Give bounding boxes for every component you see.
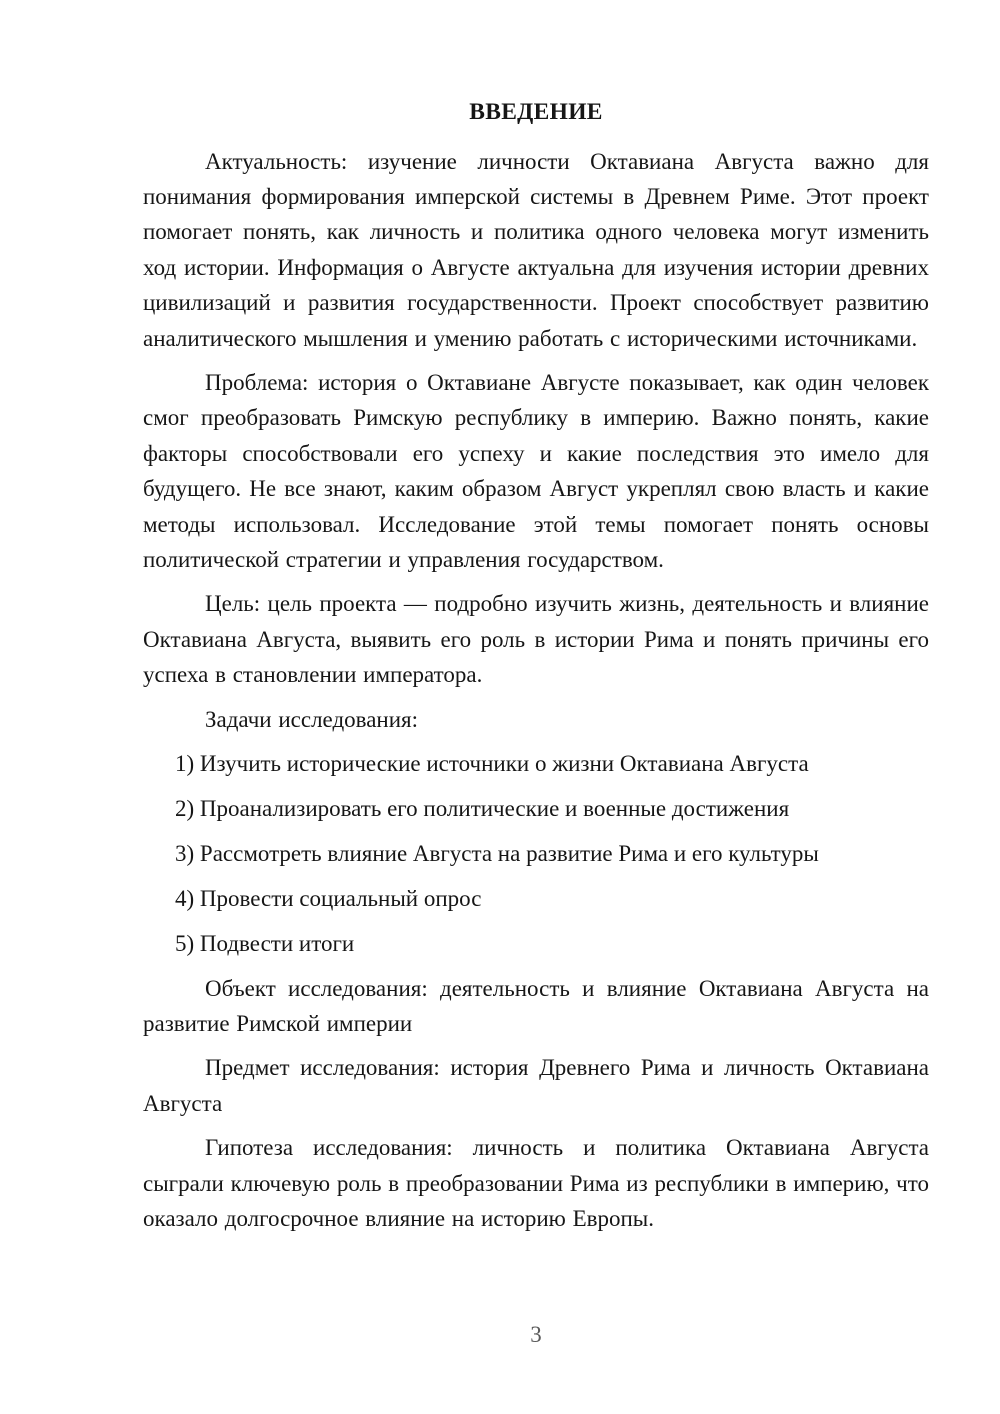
task-item-1: 1) Изучить исторические источники о жизни Октавиана Августа: [175, 751, 809, 776]
paragraph-subject: Предмет исследования: история Древнего Рима и личность Октавиана Августа: [143, 1055, 929, 1116]
paragraph-goal: Цель: цель проекта — подробно изучить жизнь, деятельность и влияние Октавиана Августа, выявить его роль в истории Рима и понять причины его успеха в становлении императора.: [143, 591, 929, 688]
paragraph-hypothesis: Гипотеза исследования: личность и политика Октавиана Августа сыграли ключевую роль в преобразовании Рима из республики в империю, что оказало долгосрочное влияние на историю Европы.: [143, 1135, 929, 1231]
task-list: [143, 746, 929, 961]
task-item-2: 2) Проанализировать его политические и военные достижения: [175, 795, 790, 821]
paragraph-problem: Проблема: история о Октавиане Августе показывает, как один человек смог преобразовать Римскую республику в империю. Важно понять, какие факторы способствовали его успеху и какие последствия это имело для будущего. Не все знают, каким образом Август укреплял свою власть и какие методы использовал. Исследование этой темы помогает понять основы политической стратегии и управления государством.: [143, 369, 929, 572]
paragraph-object: Объект исследования: деятельность и влияние Октавиана Августа на развитие Римской империи: [143, 975, 929, 1036]
task-item-4: 4) Провести социальный опрос: [175, 885, 482, 911]
task-item-5: 5) Подвести итоги: [175, 930, 355, 956]
section-heading: ВВЕДЕНИЕ: [469, 99, 603, 125]
paragraph-relevance: Актуальность: изучение личности Октавиана Августа важно для понимания формирования имперской системы в Древнем Риме. Этот проект помогает понять, как личность и политика одного человека могут изменить ход истории. Информация о Августе актуальна для изучения истории древних цивилизаций и развития государственности. Проект способствует развитию аналитического мышления и умению работать с историческими источниками.: [143, 148, 929, 351]
page-number: 3: [530, 1322, 542, 1347]
tasks-label: Задачи исследования:: [205, 706, 419, 732]
task-item-3: 3) Рассмотреть влияние Августа на развитие Рима и его культуры: [175, 840, 819, 866]
